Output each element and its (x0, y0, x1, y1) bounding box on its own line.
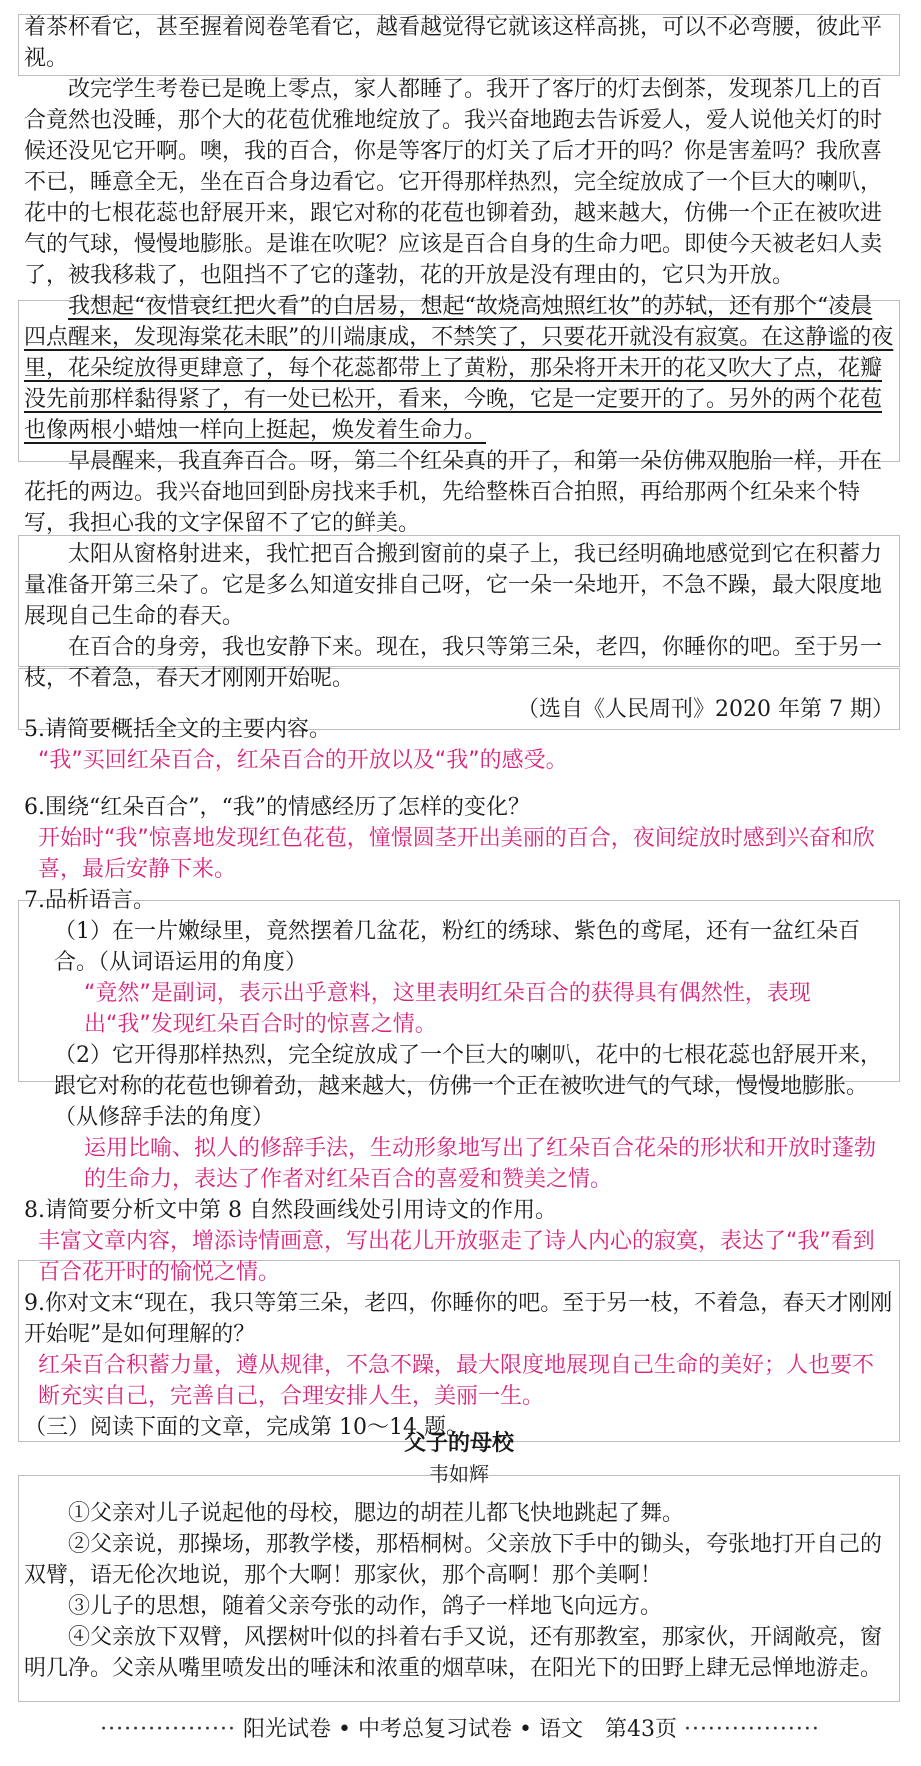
question-9: 9.你对文末“现在，我只等第三朵，老四，你睡你的吧。至于另一枝，不着急，春天才刚刚开始呢”是如何理解的？ (24, 1291, 893, 1347)
article-paragraph: ①父亲对儿子说起他的母校，腮边的胡茬儿都飞快地跳起了舞。 (68, 1501, 685, 1526)
article (24, 1428, 894, 1684)
passage-source: （选自《人民周刊》2020 年第 7 期） (517, 697, 894, 722)
answer-5: “我”买回红朵百合，红朵百合的开放以及“我”的感受。 (38, 748, 568, 773)
question-7-2: （2）它开得那样热烈，完全绽放成了一个巨大的喇叭，花中的七根花蕊也舒展开来，跟它对称的花苞也铆着劲，越来越大，仿佛一个正在被吹进气的气球，慢慢地膨胀。（从修辞手法的角度） (54, 1043, 882, 1130)
question-8: 8.请简要分析文中第 8 自然段画线处引用诗文的作用。 (24, 1198, 557, 1223)
passage-paragraph: 太阳从窗格射进来，我忙把百合搬到窗前的桌子上，我已经明确地感觉到它在积蓄力量准备开第三朵了。它是多么知道安排自己呀，它一朵一朵地开，不急不躁，最大限度地展现自己生命的春天。 (24, 542, 883, 629)
passage-paragraph: 在百合的身旁，我也安静下来。现在，我只等第三朵，老四，你睡你的吧。至于另一枝，不着急，春天才刚刚开始呢。 (24, 635, 883, 691)
passage-paragraph-underlined: 我想起“夜惜衰红把火看”的白居易，想起“故烧高烛照红妆”的苏轼，还有那个“凌晨四点醒来，发现海棠花未眠”的川端康成，不禁笑了，只要花开就没有寂寞。在这静谧的夜里，花朵绽放得更肆意了，每个花蕊都带上了黄粉，那朵将开未开的花又吹大了点，花瓣没先前那样黏得紧了，有一处已松开，看来，今晚，它是一定要开的了。另外的两个花苞也像两根小蜡烛一样向上挺起，焕发着生命力。 (24, 294, 894, 443)
question-7: 7.品析语言。 (24, 888, 155, 913)
passage-intro: 着茶杯看它，甚至握着阅卷笔看它，越看越觉得它就该这样高挑，可以不必弯腰，彼此平视。 (24, 15, 883, 71)
footer-dots-right: ················· (683, 1717, 820, 1742)
article-paragraph: ②父亲说，那操场，那教学楼，那梧桐树。父亲放下手中的锄头，夸张地打开自己的双臂，语无伦次地说，那个大啊！那家伙，那个高啊！那个美啊！ (24, 1532, 883, 1588)
footer-text: 阳光试卷 • 中考总复习试卷 • 语文 第43页 (243, 1717, 677, 1742)
answer-9: 红朵百合积蓄力量，遵从规律，不急不躁，最大限度地展现自己生命的美好；人也要不断充实自己，完善自己，合理安排人生，美丽一生。 (38, 1353, 875, 1409)
footer-dots-left: ················· (100, 1717, 237, 1742)
answer-7-1: “竟然”是副词，表示出乎意料，这里表明红朵百合的获得具有偶然性，表现出“我”发现红朵百合时的惊喜之情。 (84, 981, 811, 1037)
section-3-heading: （三）阅读下面的文章，完成第 10～14 题。 (24, 1415, 468, 1440)
question-6: 6.围绕“红朵百合”，“我”的情感经历了怎样的变化？ (24, 795, 530, 820)
answer-6: 开始时“我”惊喜地发现红色花苞，憧憬圆茎开出美丽的百合，夜间绽放时感到兴奋和欣喜，最后安静下来。 (38, 826, 875, 882)
question-7-1: （1）在一片嫩绿里，竟然摆着几盆花，粉红的绣球、紫色的鸢尾，还有一盆红朵百合。（从词语运用的角度） (54, 919, 860, 975)
passage-paragraph: 早晨醒来，我直奔百合。呀，第二个红朵真的开了，和第一朵仿佛双胞胎一样，开在花托的两边。我兴奋地回到卧房找来手机，先给整株百合拍照，再给那两个红朵来个特写，我担心我的文字保留不了它的鲜美。 (24, 449, 883, 536)
passage-paragraph: 改完学生考卷已是晚上零点，家人都睡了。我开了客厅的灯去倒茶，发现茶几上的百合竟然也没睡，那个大的花苞优雅地绽放了。我兴奋地跑去告诉爱人，爱人说他关灯的时候还没见它开啊。噢，我的百合，你是等客厅的灯关了后才开的吗？你是害羞吗？我欣喜不已，睡意全无，坐在百合身边看它。它开得那样热烈，完全绽放成了一个巨大的喇叭，花中的七根花蕊也舒展开来，跟它对称的花苞也铆着劲，越来越大，仿佛一个正在被吹进气的气球，慢慢地膨胀。是谁在吹呢？应该是百合自身的生命力吧。即使今天被老妇人卖了，被我移栽了，也阻挡不了它的蓬勃，花的开放是没有理由的，它只为开放。 (24, 77, 883, 288)
answer-8: 丰富文章内容，增添诗情画意，写出花儿开放驱走了诗人内心的寂寞，表达了“我”看到百合花开时的愉悦之情。 (38, 1229, 875, 1285)
article-paragraph: ④父亲放下双臂，风摆树叶似的抖着右手又说，还有那教室，那家伙，开阔敞亮，窗明几净。父亲从嘴里喷发出的唾沫和浓重的烟草味，在阳光下的田野上肆无忌惮地游走。 (24, 1625, 883, 1681)
article-paragraph: ③儿子的思想，随着父亲夸张的动作，鸽子一样地飞向远方。 (68, 1594, 663, 1619)
article-author: 韦如辉 (429, 1462, 489, 1486)
passage (24, 12, 894, 725)
page-footer (60, 1714, 860, 1745)
question-5: 5.请简要概括全文的主要内容。 (24, 717, 331, 742)
article-title: 父子的母校 (403, 1430, 514, 1456)
answer-7-2: 运用比喻、拟人的修辞手法，生动形象地写出了红朵百合花朵的形状和开放时蓬勃的生命力，表达了作者对红朵百合的喜爱和赞美之情。 (84, 1136, 877, 1192)
questions (24, 714, 894, 1443)
